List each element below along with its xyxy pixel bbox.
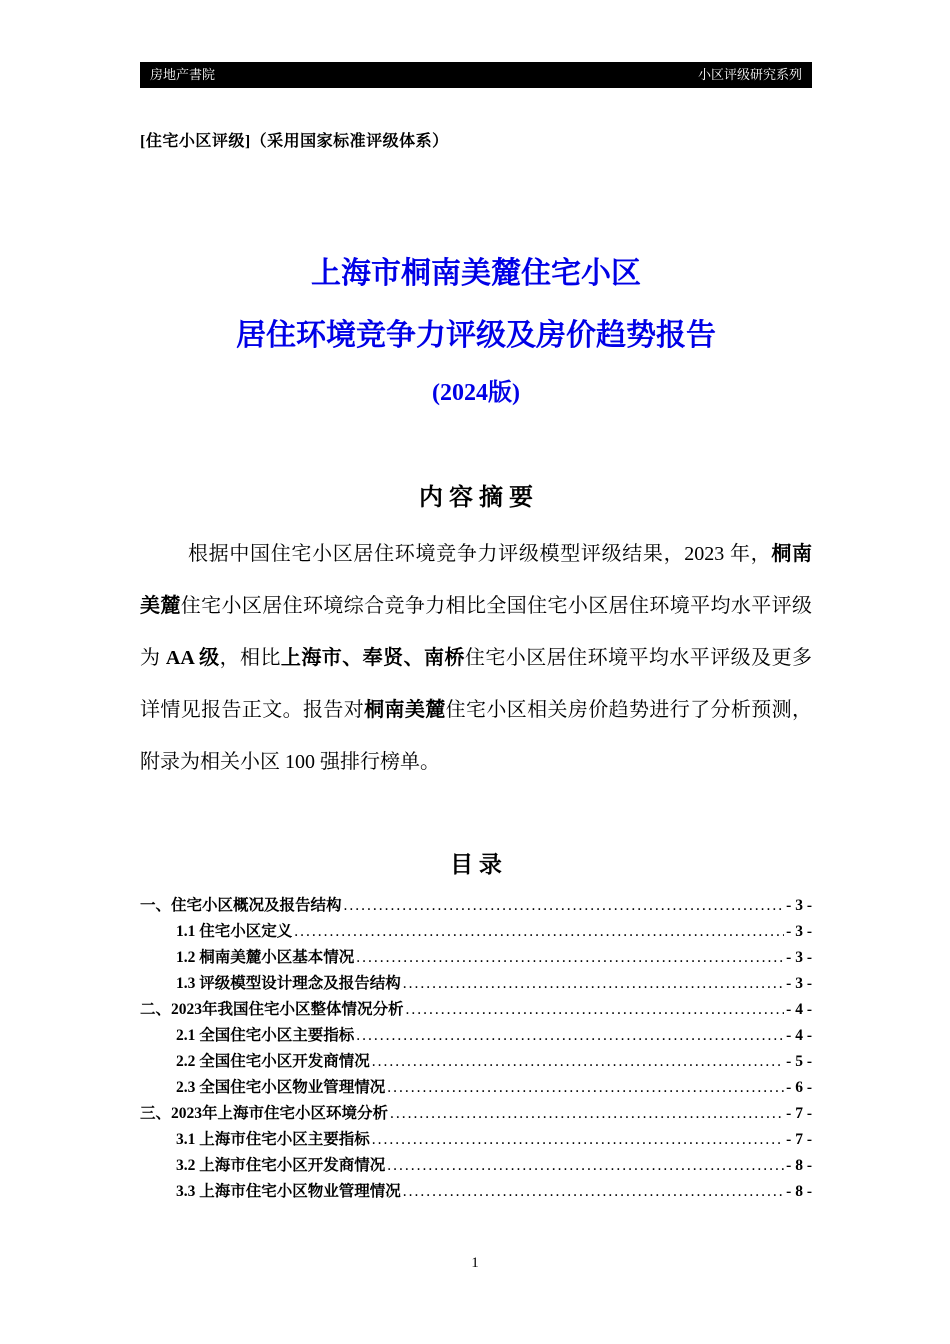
summary-text-segment: 桐南美麓 bbox=[140, 543, 813, 617]
report-title-line2: 居住环境竞争力评级及房价趋势报告 bbox=[236, 319, 716, 352]
toc-list bbox=[140, 893, 812, 1205]
toc-entry-label: 3.1 上海市住宅小区主要指标 bbox=[176, 1131, 370, 1148]
report-edition: (2024版) bbox=[432, 380, 520, 406]
summary-text-segment: 住宅小区居住环境综合竞争力相比全国住宅小区居住环境平均水平评级为 bbox=[140, 595, 812, 669]
toc-entry[interactable] bbox=[140, 1049, 812, 1075]
toc-entry-label: 3.3 上海市住宅小区物业管理情况 bbox=[176, 1183, 401, 1200]
toc-entry-label: 二、2023年我国住宅小区整体情况分析 bbox=[140, 1001, 404, 1018]
summary-text-segment: 上海市、奉贤、南桥 bbox=[280, 647, 465, 669]
toc-entry-label: 一、住宅小区概况及报告结构 bbox=[140, 897, 342, 914]
toc-entry[interactable] bbox=[140, 1179, 812, 1205]
toc-entry-label: 2.1 全国住宅小区主要指标 bbox=[176, 1027, 355, 1044]
page-number: 1 bbox=[471, 1255, 479, 1271]
toc-heading: 目 录 bbox=[450, 852, 502, 877]
toc-entry-label: 1.1 住宅小区定义 bbox=[176, 923, 293, 940]
page-header bbox=[140, 62, 812, 88]
toc-entry-page: - 3 - bbox=[786, 923, 812, 940]
header-right-text: 小区评级研究系列 bbox=[697, 67, 802, 82]
toc-entry[interactable] bbox=[140, 1075, 812, 1101]
toc-leader-dots bbox=[372, 1049, 784, 1075]
toc-entry-label: 1.2 桐南美麓小区基本情况 bbox=[176, 949, 355, 966]
report-title-line1: 上海市桐南美麓住宅小区 bbox=[311, 257, 641, 290]
toc-entry-page: - 7 - bbox=[786, 1131, 812, 1148]
toc-entry[interactable] bbox=[140, 1127, 812, 1153]
toc-entry-page: - 6 - bbox=[786, 1079, 812, 1096]
toc-entry-page: - 4 - bbox=[786, 1027, 812, 1044]
toc-entry-label: 1.3 评级模型设计理念及报告结构 bbox=[176, 975, 401, 992]
summary-text-segment: 住宅小区居住环境平均水平评级及更多详情见报告正文。报告对 bbox=[140, 647, 813, 721]
toc-leader-dots bbox=[387, 1075, 784, 1101]
toc-leader-dots bbox=[356, 1023, 784, 1049]
toc-entry-label: 2.2 全国住宅小区开发商情况 bbox=[176, 1053, 370, 1070]
summary-heading: 内 容 摘 要 bbox=[419, 485, 533, 511]
toc-entry-page: - 8 - bbox=[786, 1157, 812, 1174]
toc-entry[interactable] bbox=[140, 1023, 812, 1049]
toc-leader-dots bbox=[372, 1127, 784, 1153]
summary-text-segment: 根据中国住宅小区居住环境竞争力评级模型评级结果，2023 年， bbox=[188, 543, 772, 565]
report-tagline: [住宅小区评级]（采用国家标准评级体系） bbox=[140, 133, 449, 150]
toc-entry-page: - 3 - bbox=[786, 975, 812, 992]
toc-entry-label: 3.2 上海市住宅小区开发商情况 bbox=[176, 1157, 386, 1174]
toc-entry[interactable] bbox=[140, 1153, 812, 1179]
toc-entry[interactable] bbox=[140, 945, 812, 971]
summary-text-segment: 桐南美麓 bbox=[364, 699, 446, 721]
toc-leader-dots bbox=[403, 1179, 784, 1205]
toc-entry-page: - 8 - bbox=[786, 1183, 812, 1200]
summary-text-segment: AA 级 bbox=[165, 647, 220, 669]
toc-entry[interactable] bbox=[140, 893, 812, 919]
toc-leader-dots bbox=[406, 997, 785, 1023]
summary-text-segment: ，相比 bbox=[219, 647, 281, 669]
toc-entry-page: - 5 - bbox=[786, 1053, 812, 1070]
toc-entry-page: - 3 - bbox=[786, 897, 812, 914]
toc-entry-label: 三、2023年上海市住宅小区环境分析 bbox=[140, 1105, 389, 1122]
toc-entry[interactable] bbox=[140, 997, 812, 1023]
report-title-block bbox=[140, 243, 812, 411]
toc-leader-dots bbox=[294, 919, 784, 945]
header-left-text: 房地产書院 bbox=[150, 67, 216, 82]
toc-entry-page: - 7 - bbox=[786, 1105, 812, 1122]
toc-leader-dots bbox=[390, 1101, 784, 1127]
summary-text-segment: 住宅小区相关房价趋势进行了分析预测，附录为相关小区 100 强排行榜单。 bbox=[140, 699, 812, 773]
toc-entry-label: 2.3 全国住宅小区物业管理情况 bbox=[176, 1079, 386, 1096]
toc-leader-dots bbox=[344, 893, 785, 919]
summary-paragraph bbox=[140, 528, 812, 788]
toc-entry-page: - 4 - bbox=[786, 1001, 812, 1018]
toc-leader-dots bbox=[356, 945, 784, 971]
toc-leader-dots bbox=[387, 1153, 784, 1179]
toc-entry-page: - 3 - bbox=[786, 949, 812, 966]
toc-entry[interactable] bbox=[140, 971, 812, 997]
toc-leader-dots bbox=[403, 971, 784, 997]
toc-entry[interactable] bbox=[140, 919, 812, 945]
toc-entry[interactable] bbox=[140, 1101, 812, 1127]
